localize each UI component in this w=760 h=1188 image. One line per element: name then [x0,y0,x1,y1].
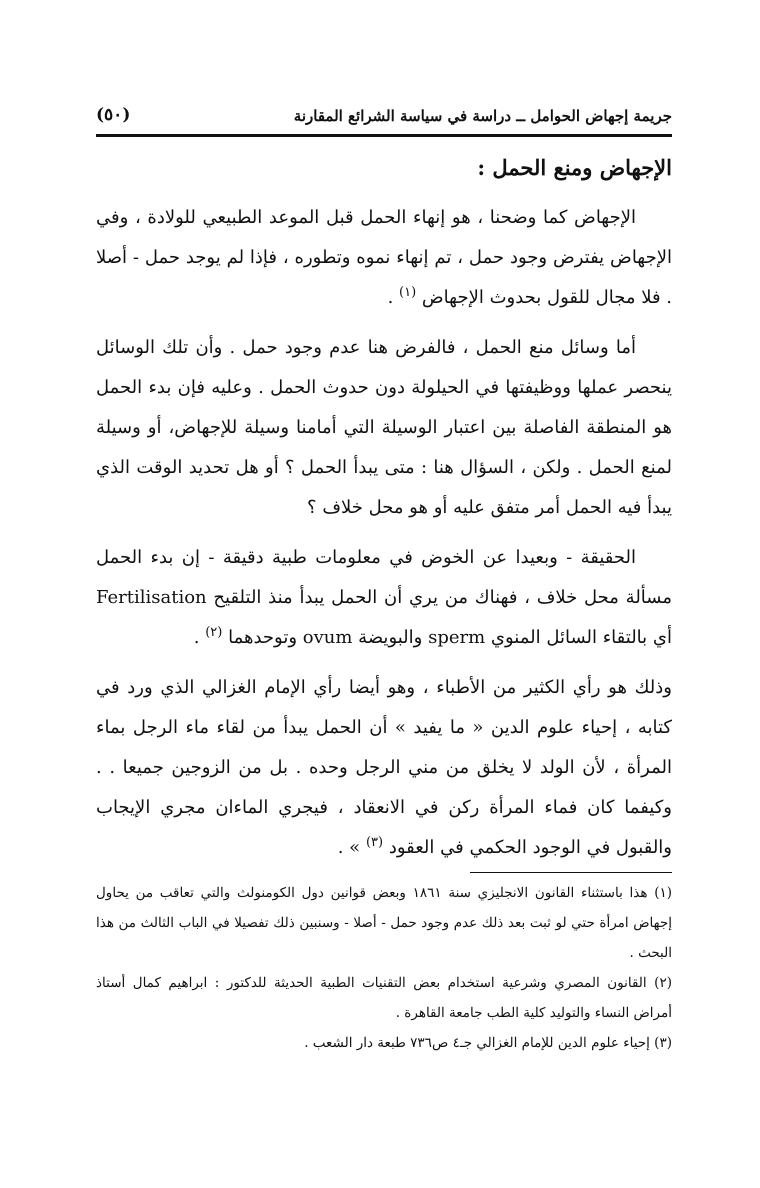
paragraph-3 [96,538,672,658]
paragraph-4 [96,668,672,868]
footnote-1-text: هذا باستثناء القانون الانجليزي سنة ١٨٦١ وبعض قوانين دول الكومنولث والتي تعاقب من يحاول إجهاض امرأة حتي لو ثبت بعد ذلك عدم وجود حمل - أصلا - وسنبين ذلك تفصيلا في الباب الثالث من هذا البحث . [96,885,672,961]
footnote-3-text: إحياء علوم الدين للإمام الغزالي جـ٤ ص٧٣٦ طبعة دار الشعب . [304,1035,650,1051]
footnote-2-text: القانون المصري وشرعية استخدام بعض التقنيات الطبية الحديثة للدكتور : ابراهيم كمال أستاذ أمراض النساء والتوليد كلية الطب جامعة القاهرة . [96,975,672,1021]
footnote-3 [96,1028,672,1058]
section-title: الإجهاض ومنع الحمل : [477,155,672,180]
paragraph-2 [96,328,672,528]
footnote-ref-1[interactable]: (١) [399,285,417,300]
running-header [96,103,672,133]
footnote-1-number: (١) [654,885,673,901]
paragraph-4-tail: » . [337,837,361,858]
footnote-2-number: (٢) [654,975,672,991]
footnote-3-number: (٣) [654,1035,672,1051]
paragraph-3-text: الحقيقة - وبعيدا عن الخوض في معلومات طبية دقيقة - إن بدء الحمل مسألة محل خلاف ، فهناك من يري أن الحمل يبدأ منذ التلقيح Fertilisation أي بالتقاء السائل المنوي sperm والبويضة ovum وتوحدهما [96,547,672,648]
header-rule [96,134,672,137]
paragraph-4-text: وذلك هو رأي الكثير من الأطباء ، وهو أيضا رأي الإمام الغزالي الذي ورد في كتابه ، إحياء علوم الدين « ما يفيد » أن الحمل يبدأ من لقاء ماء الرجل بماء المرأة ، لأن الولد لا يخلق من مني الرجل وحده . بل من الزوجين جميعا . . وكيفما كان فماء المرأة ركن في الانعقاد ، فيجري الماءان مجري الإيجاب والقبول في الوجود الحكمي في العقود [96,677,672,858]
running-title: جريمة إجهاض الحوامل ــ دراسة في سياسة الشرائع المقارنة [293,107,672,125]
footnote-separator [470,872,672,873]
footnote-ref-3[interactable]: (٣) [365,835,384,850]
paragraph-2-text: أما وسائل منع الحمل ، فالفرض هنا عدم وجود حمل . وأن تلك الوسائل ينحصر عملها ووظيفتها في الحيلولة دون حدوث الحمل . وعليه فإن بدء الحمل هو المنطقة الفاصلة بين اعتبار الوسيلة التي أمامنا وسيلة للإجهاض، أو وسيلة لمنع الحمل . ولكن ، السؤال هنا : متى يبدأ الحمل ؟ أو هل تحديد الوقت الذي يبدأ فيه الحمل أمر متفق عليه أو هو محل خلاف ؟ [96,337,672,518]
paragraph-1 [96,198,672,318]
paragraph-3-tail: . [193,627,200,648]
main-text [96,148,672,878]
paragraph-1-tail: . [387,287,394,308]
footnote-1 [96,878,672,968]
footnote-2 [96,968,672,1028]
footnotes [96,878,672,1058]
footnote-ref-2[interactable]: (٢) [205,625,223,640]
page-number: (٥٠) [96,105,131,125]
paragraph-1-text: الإجهاض كما وضحنا ، هو إنهاء الحمل قبل الموعد الطبيعي للولادة ، وفي الإجهاض يفترض وجود حمل ، تم إنهاء نموه وتطوره ، فإذا لم يوجد حمل - أصلا . فلا مجال للقول بحدوث الإجهاض [96,207,672,308]
